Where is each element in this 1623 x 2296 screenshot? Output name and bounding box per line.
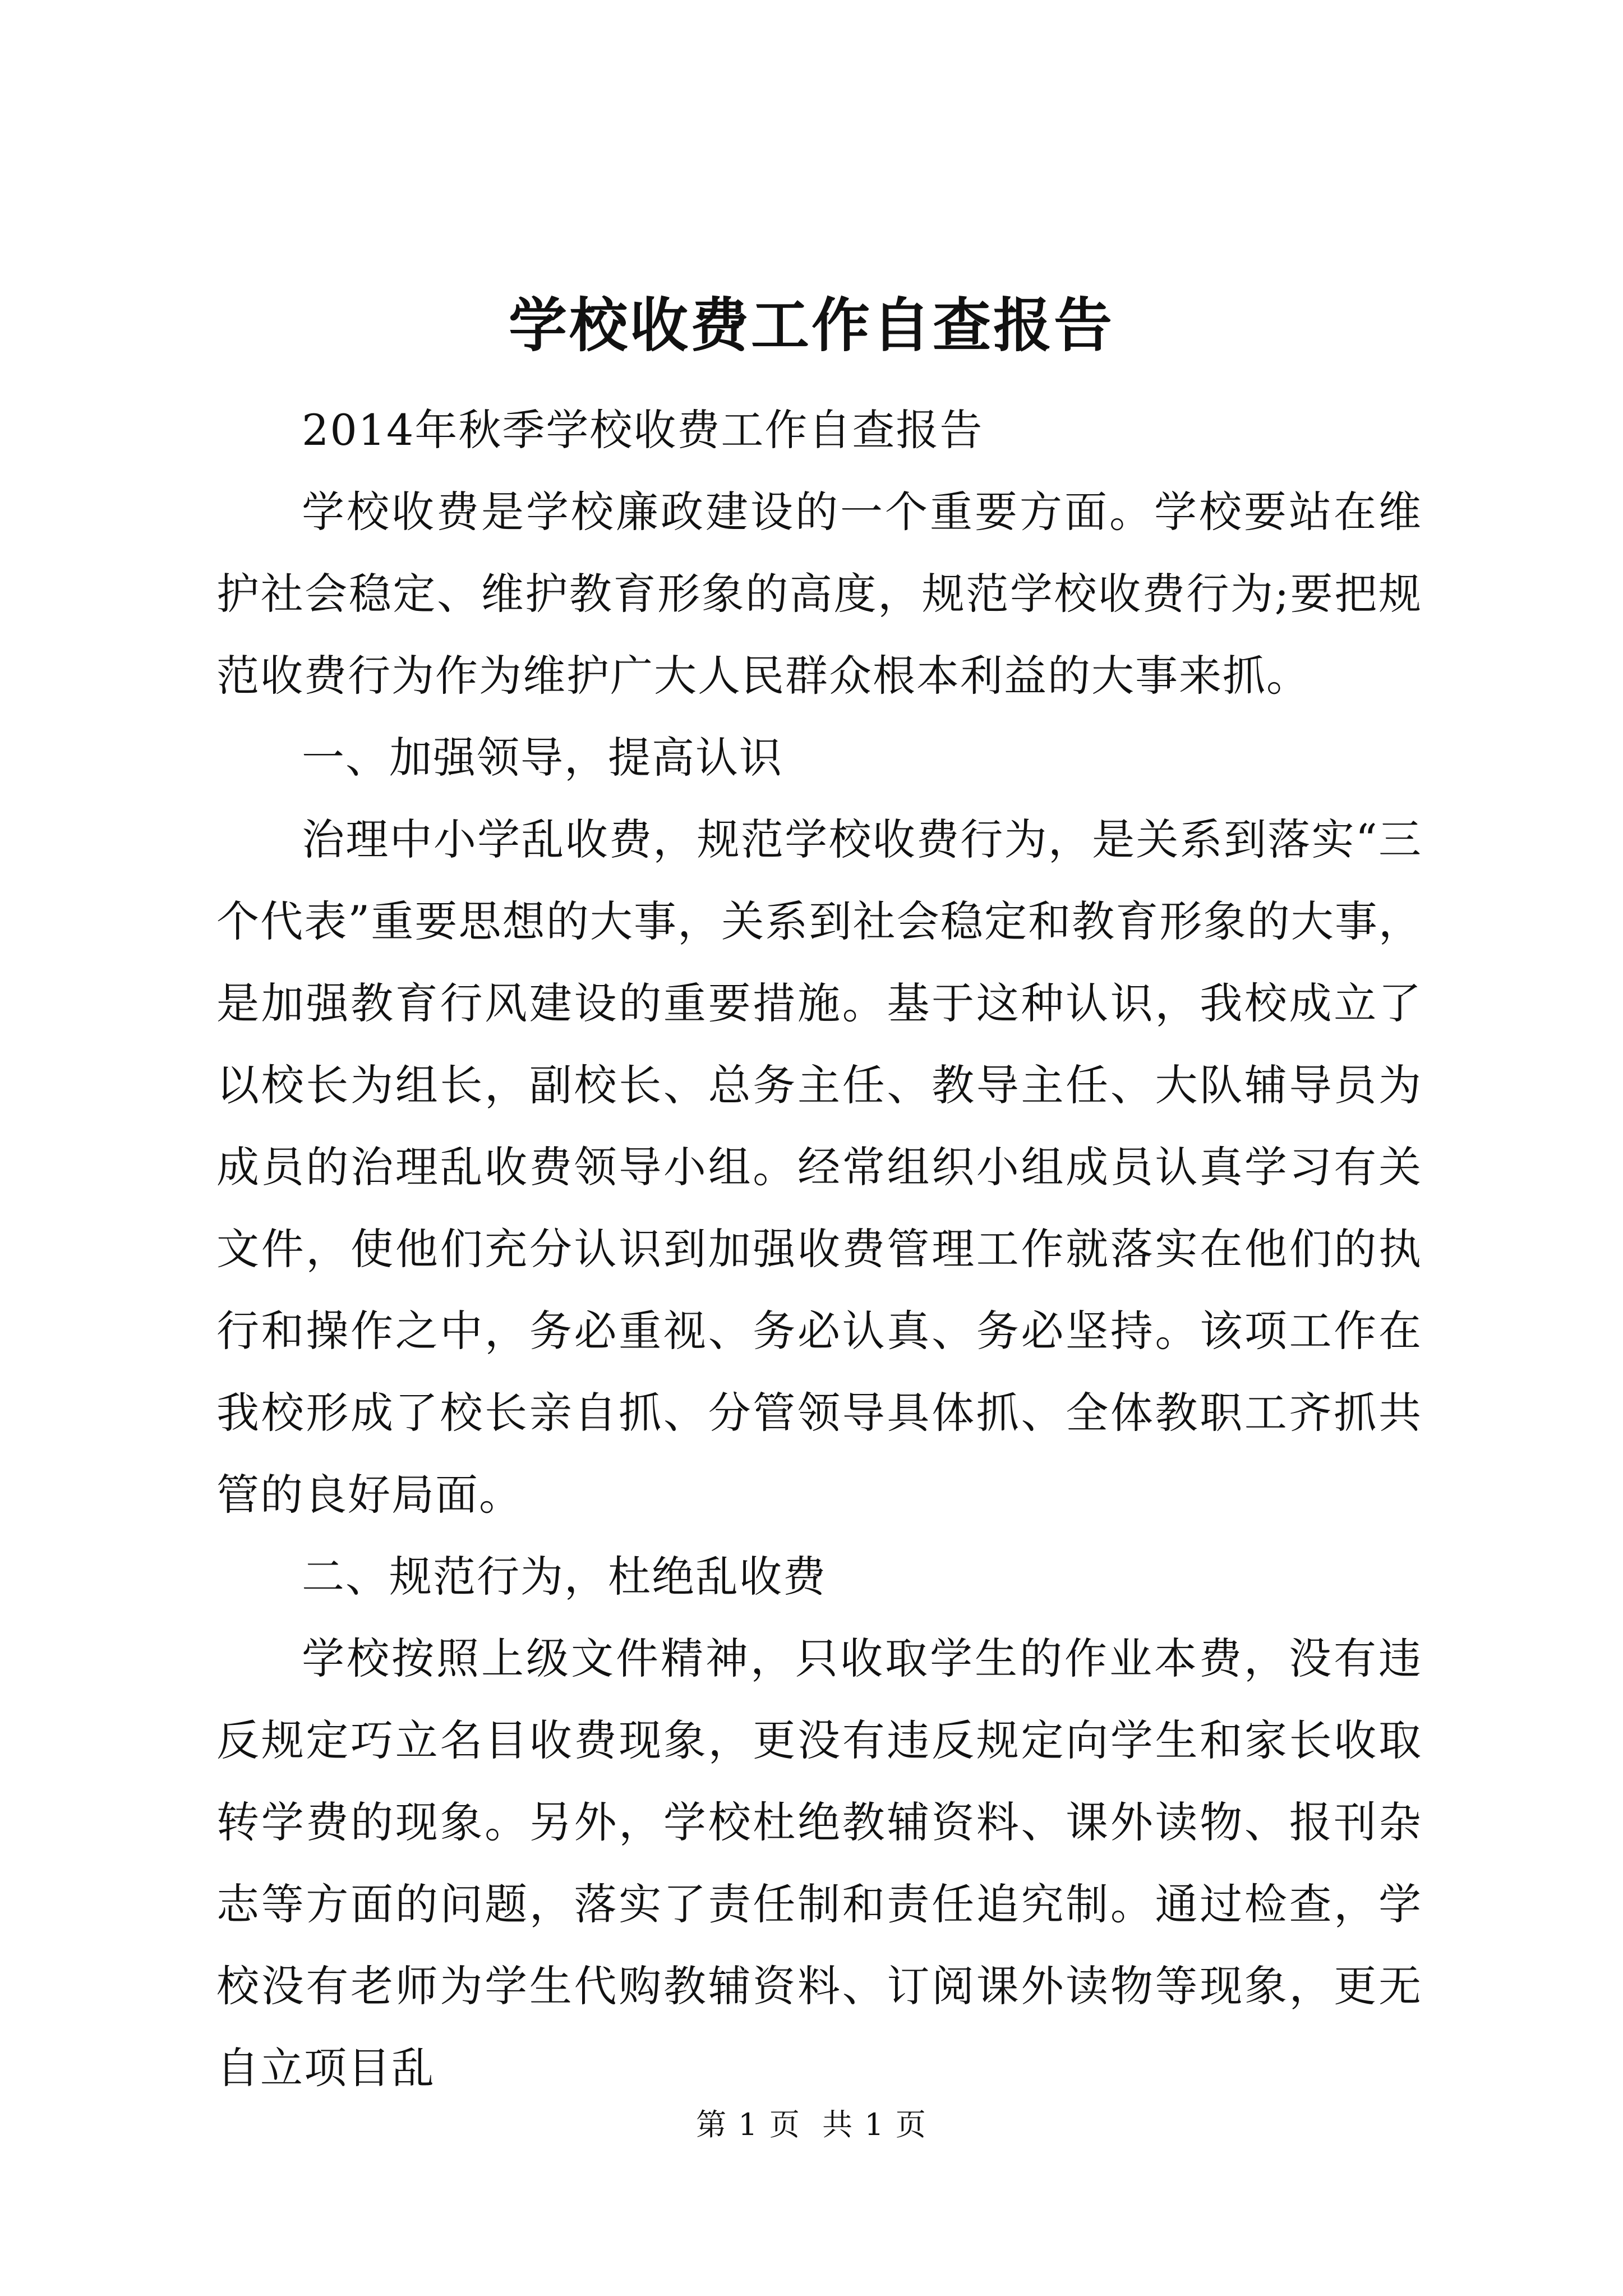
section-heading: 一、加强领导，提高认识: [302, 733, 783, 783]
document-body: [216, 389, 1422, 2109]
document-subtitle: 2014年秋季学校收费工作自查报告: [302, 405, 984, 455]
body-paragraph: 学校收费是学校廉政建设的一个重要方面。学校要站在维护社会稳定、维护教育形象的高度，规范学校收费行为;要把规范收费行为作为维护广大人民群众根本利益的大事来抓。: [216, 487, 1422, 701]
page-footer: [0, 2102, 1623, 2147]
document-title: 学校收费工作自查报告: [508, 291, 1114, 360]
body-paragraph: 学校按照上级文件精神，只收取学生的作业本费，没有违反规定巧立名目收费现象，更没有违反规定向学生和家长收取转学费的现象。另外，学校杜绝教辅资料、课外读物、报刊杂志等方面的问题，落实了责任制和责任追究制。通过检查，学校没有老师为学生代购教辅资料、订阅课外读物等现象，更无自立项目乱: [216, 1634, 1422, 2093]
body-paragraph: 治理中小学乱收费，规范学校收费行为，是关系到落实“三个代表”重要思想的大事，关系到社会稳定和教育形象的大事，是加强教育行风建设的重要措施。基于这种认识，我校成立了以校长为组长，副校长、总务主任、教导主任、大队辅导员为成员的治理乱收费领导小组。经常组织小组成员认真学习有关文件，使他们充分认识到加强收费管理工作就落实在他们的执行和操作之中，务必重视、务必认真、务必坚持。该项工作在我校形成了校长亲自抓、分管领导具体抓、全体教职工齐抓共管的良好局面。: [216, 815, 1422, 1520]
page-number: 第 1 页 共 1 页: [696, 2107, 927, 2142]
section-heading: 二、规范行为，杜绝乱收费: [302, 1552, 827, 1602]
